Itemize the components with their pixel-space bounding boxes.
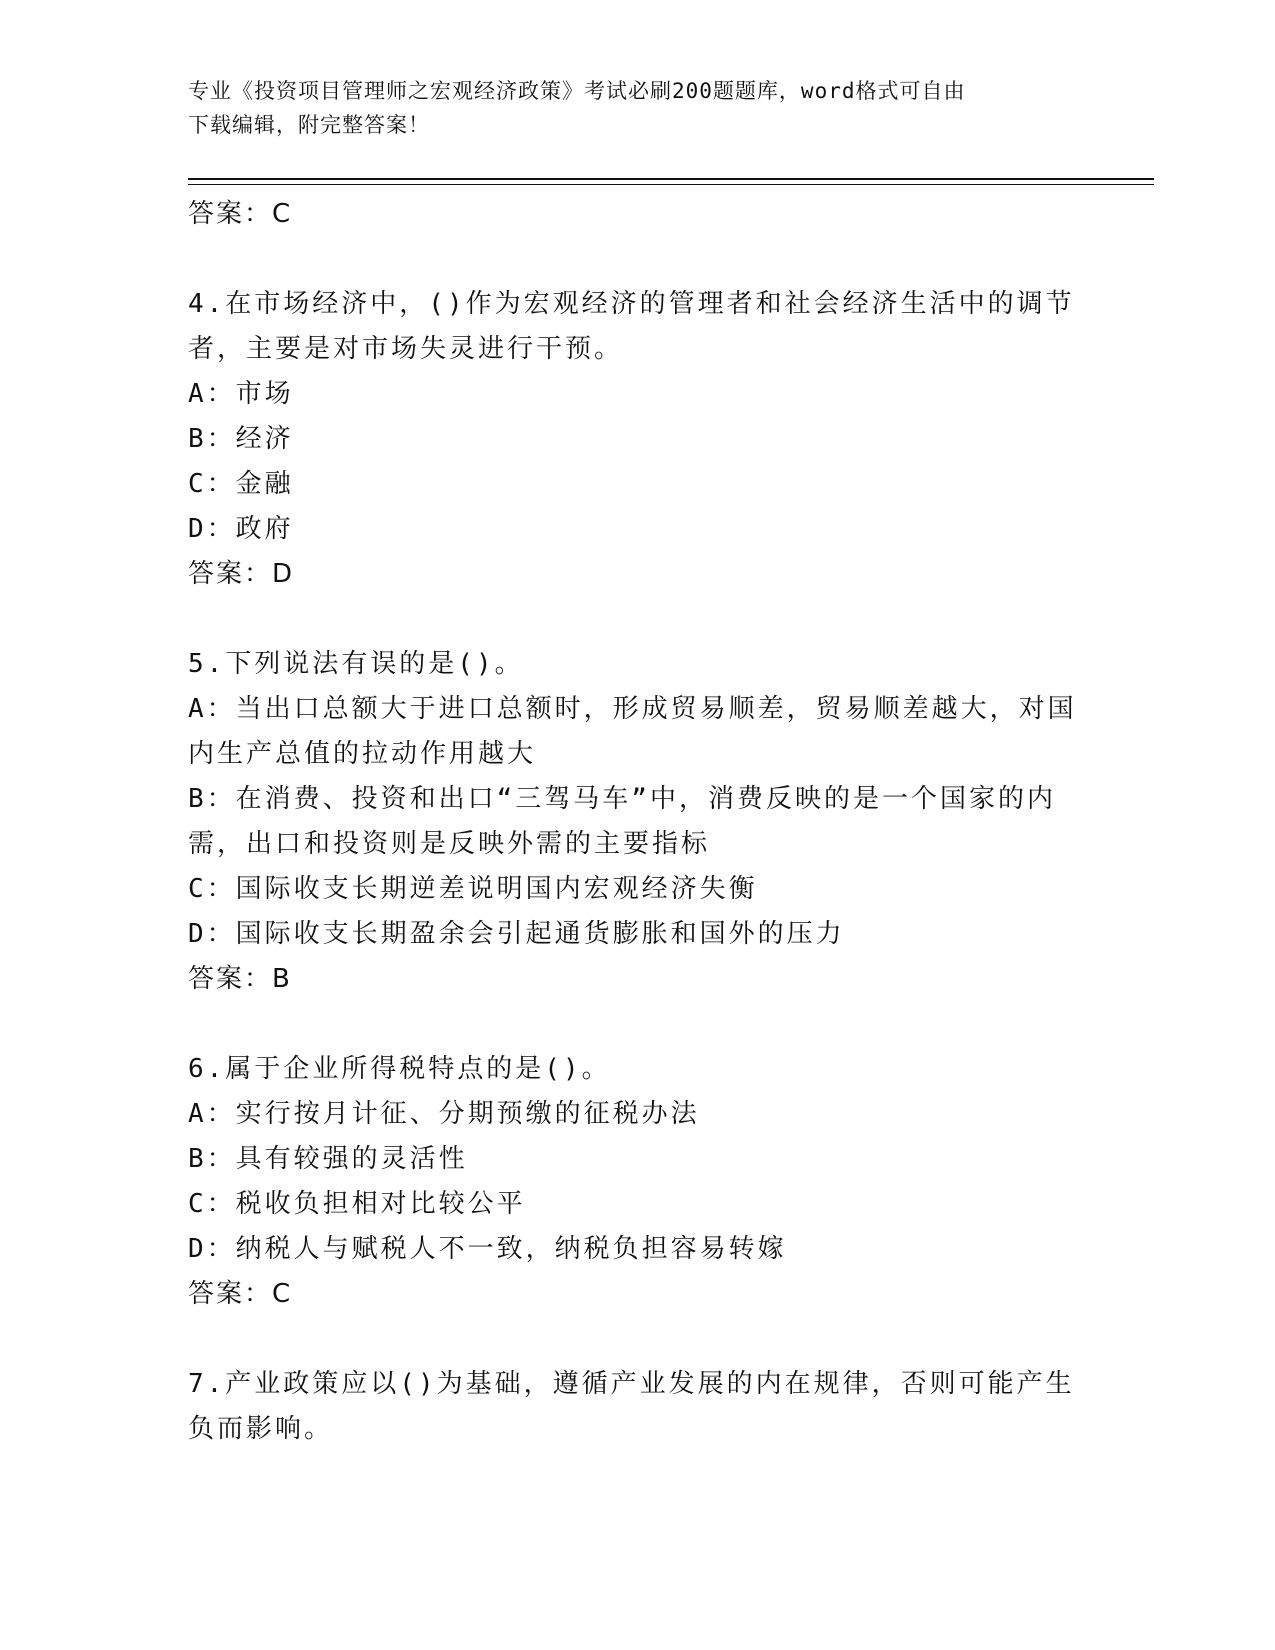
- answer-line: 答案：D: [188, 559, 295, 589]
- option-d: D：政府: [188, 514, 294, 544]
- document-body: [188, 192, 1088, 1452]
- option-d: D：国际收支长期盈余会引起通货膨胀和国外的压力: [188, 919, 845, 949]
- question-7: [188, 1362, 1088, 1452]
- option-c: C：金融: [188, 469, 294, 499]
- question-6: [188, 1047, 1088, 1317]
- answer-line: 答案：C: [188, 199, 293, 229]
- header-divider-thin: [188, 184, 1154, 185]
- option-b: B：具有较强的灵活性: [188, 1144, 468, 1174]
- option-c: C：国际收支长期逆差说明国内宏观经济失衡: [188, 874, 758, 904]
- question-stem: 7.产业政策应以()为基础，遵循产业发展的内在规律，否则可能产生: [188, 1369, 1075, 1399]
- option-a: A：市场: [188, 379, 294, 409]
- question-stem: 负而影响。: [188, 1414, 334, 1444]
- option-a-cont: 内生产总值的拉动作用越大: [188, 739, 537, 769]
- question-5: [188, 642, 1088, 1002]
- answer-line: 答案：B: [188, 964, 292, 994]
- header-line-1: 专业《投资项目管理师之宏观经济政策》考试必刷200题题库，word格式可自由: [188, 79, 966, 103]
- option-d: D：纳税人与赋税人不一致，纳税负担容易转嫁: [188, 1234, 787, 1264]
- header-divider-thick: [188, 178, 1154, 180]
- option-b-cont: 需，出口和投资则是反映外需的主要指标: [188, 829, 711, 859]
- option-a: A：当出口总额大于进口总额时，形成贸易顺差，贸易顺差越大，对国: [188, 694, 1077, 724]
- document-header: [188, 74, 1068, 142]
- question-stem: 者，主要是对市场失灵进行干预。: [188, 334, 624, 364]
- option-b: B：经济: [188, 424, 294, 454]
- question-stem: 5.下列说法有误的是()。: [188, 649, 524, 679]
- option-c: C：税收负担相对比较公平: [188, 1189, 526, 1219]
- option-a: A：实行按月计征、分期预缴的征税办法: [188, 1099, 700, 1129]
- question-stem: 6.属于企业所得税特点的是()。: [188, 1054, 611, 1084]
- question-stem: 4.在市场经济中，()作为宏观经济的管理者和社会经济生活中的调节: [188, 289, 1075, 319]
- option-b: B：在消费、投资和出口“三驾马车”中，消费反映的是一个国家的内: [188, 784, 1056, 814]
- header-line-2: 下载编辑，附完整答案！: [188, 113, 430, 137]
- question-4: [188, 282, 1088, 597]
- answer-line: 答案：C: [188, 1279, 293, 1309]
